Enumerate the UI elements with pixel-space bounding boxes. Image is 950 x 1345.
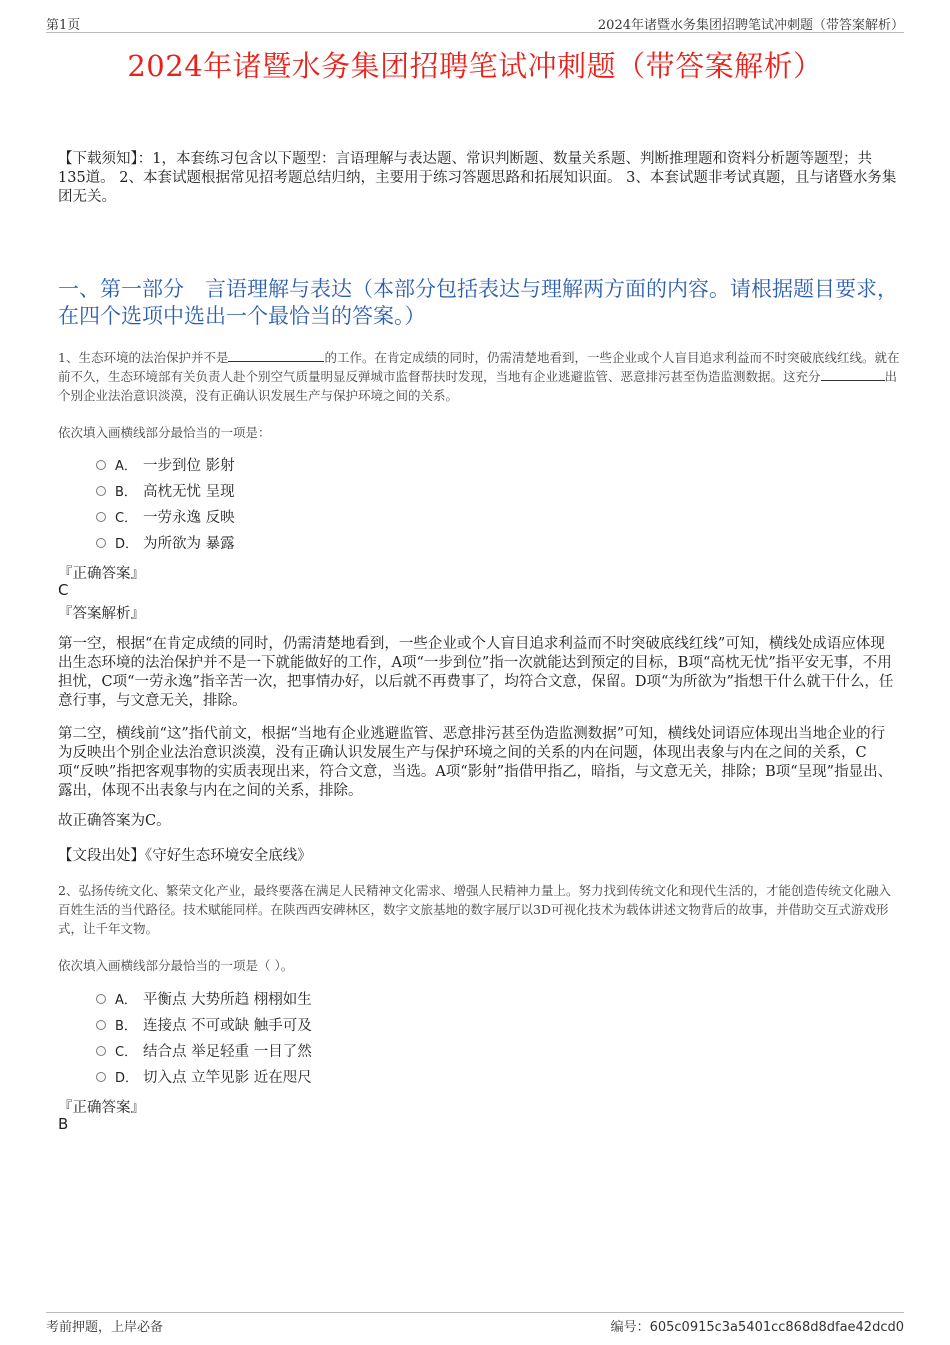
answer-label: 『正确答案』 — [58, 566, 145, 582]
radio-icon[interactable] — [96, 512, 106, 522]
header-doc-title: 2024年诸暨水务集团招聘笔试冲刺题（带答案解析） — [597, 18, 904, 33]
question-1-stem: 1、生态环境的法治保护并不是 的工作。在肯定成绩的同时，仍需清楚地看到，一些企业或个人盲目追求利益而不时突破底线红线。就在前不久，生态环境部有关负责人赴个别空气质量明显反弹城市监督帮扶时发现，当地有企业逃避监管、恶意排污甚至伪造监测数据。这充分 出个别企业法治意识淡漠，没有正确认识发展生产与保护环境之间的关系。 — [58, 350, 900, 403]
answer-label: 『正确答案』 — [58, 1100, 145, 1116]
answer-value: B — [58, 1115, 69, 1133]
radio-icon[interactable] — [96, 1046, 106, 1056]
page-header — [46, 14, 904, 33]
footer-slogan: 考前押题，上岸必备 — [46, 1320, 164, 1335]
document-title: 2024年诸暨水务集团招聘笔试冲刺题（带答案解析） — [127, 49, 823, 83]
question-2-option-a[interactable]: A． 平衡点 大势所趋 栩栩如生 — [96, 990, 312, 1010]
analysis-label: 『答案解析』 — [58, 606, 145, 622]
question-2-option-d[interactable]: D． 切入点 立竿见影 近在咫尺 — [96, 1068, 312, 1088]
question-1-option-d[interactable]: D． 为所欲为 暴露 — [96, 534, 235, 554]
section-heading: 一、第一部分 言语理解与表达（本部分包括表达与理解两方面的内容。请根据题目要求，在四个选项中选出一个最恰当的答案。） — [58, 277, 898, 328]
question-2-prompt: 依次填入画横线部分最恰当的一项是（ ）。 — [58, 958, 294, 973]
analysis-paragraph-1: 第一空，根据“在肯定成绩的同时，仍需清楚地看到，一些企业或个人盲目追求利益而不时突破底线红线”可知，横线处成语应体现出生态环境的法治保护并不是一下就能做好的工作，A项“一步到位”指一次就能达到预定的目标，B项“高枕无忧”指平安无事，不用担忧，C项“一劳永逸”指辛苦一次，把事情办好，以后就不再费事了，均符合文意，保留。D项“为所欲为”指想干什么就干什么，任意行事，与文意无关，排除。 — [58, 636, 894, 709]
radio-icon[interactable] — [96, 486, 106, 496]
radio-icon[interactable] — [96, 1020, 106, 1030]
blank-1 — [228, 350, 324, 362]
page-footer — [46, 1312, 904, 1333]
page-number: 第1页 — [46, 18, 81, 33]
question-2-option-c[interactable]: C． 结合点 举足轻重 一目了然 — [96, 1042, 312, 1062]
question-2-stem: 2、弘扬传统文化、繁荣文化产业，最终要落在满足人民精神文化需求、增强人民精神力量上。努力找到传统文化和现代生活的，才能创造传统文化融入百姓生活的当代路径。技术赋能同样。在陕西西安碑林区，数字文旅基地的数字展厅以3D可视化技术为载体讲述文物背后的故事，并借助交互式游戏形式，让千年文物。 — [58, 883, 891, 936]
answer-value: C — [58, 581, 69, 599]
download-notice: 【下载须知】：1，本套练习包含以下题型：言语理解与表达题、常识判断题、数量关系题、判断推理题和资料分析题等题型；共135道。 2、本套试题根据常见招考题总结归纳，主要用于练习答题思路和拓展知识面。 3、本套试题非考试真题，且与诸暨水务集团无关。 — [58, 151, 897, 205]
document-code: 编号：605c0915c3a5401cc868d8dfae42dcd0 — [610, 1320, 904, 1335]
passage-source: 【文段出处】《守好生态环境安全底线》 — [58, 848, 312, 864]
question-2-option-b[interactable]: B． 连接点 不可或缺 触手可及 — [96, 1016, 312, 1036]
question-1-option-c[interactable]: C． 一劳永逸 反映 — [96, 508, 235, 528]
radio-icon[interactable] — [96, 1072, 106, 1082]
question-1-option-b[interactable]: B． 高枕无忧 呈现 — [96, 482, 235, 502]
analysis-paragraph-2: 第二空，横线前“这”指代前文，根据“当地有企业逃避监管、恶意排污甚至伪造监测数据”可知，横线处词语应体现出当地企业的行为反映出个别企业法治意识淡漠，没有正确认识发展生产与保护环境之间的关系的内在问题，体现出表象与内在之间的关系，C项“反映”指把客观事物的实质表现出来，符合文意，当选。A项“影射”指借甲指乙，暗指，与文意无关，排除；B项“呈现”指显出、露出，体现不出表象与内在之间的关系，排除。 — [58, 726, 893, 799]
question-1-option-a[interactable]: A． 一步到位 影射 — [96, 456, 235, 476]
radio-icon[interactable] — [96, 994, 106, 1004]
blank-2 — [821, 369, 885, 381]
question-1-prompt: 依次填入画横线部分最恰当的一项是： — [58, 425, 271, 440]
radio-icon[interactable] — [96, 460, 106, 470]
answer-conclusion: 故正确答案为C。 — [58, 813, 171, 829]
radio-icon[interactable] — [96, 538, 106, 548]
